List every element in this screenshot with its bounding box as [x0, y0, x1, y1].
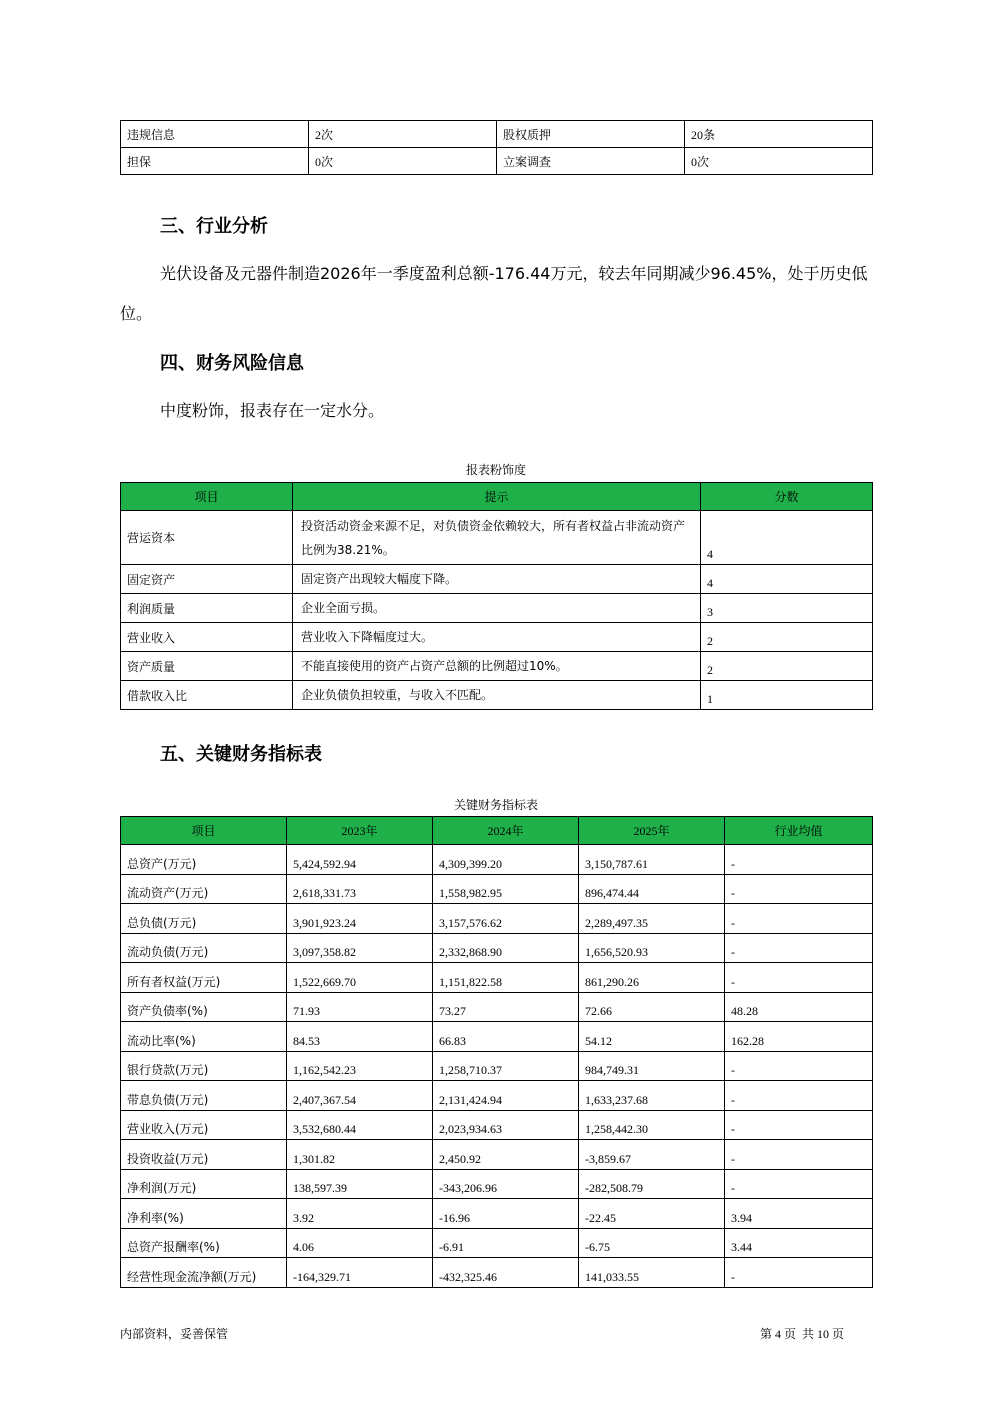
- section-heading-risk: 四、财务风险信息: [160, 353, 304, 374]
- footer-page-number: 第 4 页 共 10 页: [760, 1327, 845, 1341]
- metric-value: 2,023,934.63: [433, 1110, 579, 1140]
- score-cell: 2: [701, 652, 873, 681]
- risk-value: 0次: [309, 148, 497, 175]
- item-cell: 借款收入比: [121, 681, 293, 710]
- metric-name: 总资产报酬率(%): [121, 1228, 287, 1258]
- column-header: 2024年: [433, 817, 579, 845]
- item-cell: 营运资本: [121, 511, 293, 565]
- metric-value: -: [725, 1258, 873, 1288]
- metric-value: 2,618,331.73: [287, 874, 433, 904]
- metric-value: -: [725, 1140, 873, 1170]
- risk-label: 股权质押: [497, 121, 685, 148]
- metric-value: 3,150,787.61: [579, 845, 725, 875]
- metric-value: -: [725, 1169, 873, 1199]
- section-heading-metrics: 五、关键财务指标表: [160, 744, 322, 765]
- table-row: [121, 1258, 873, 1288]
- metric-name: 银行贷款(万元): [121, 1051, 287, 1081]
- hint-cell: 营业收入下降幅度过大。: [293, 623, 701, 652]
- table-row: [121, 511, 873, 565]
- metric-value: 3.92: [287, 1199, 433, 1229]
- metric-value: 73.27: [433, 992, 579, 1022]
- metric-value: 2,131,424.94: [433, 1081, 579, 1111]
- hint-cell: 企业全面亏损。: [293, 594, 701, 623]
- metric-value: 1,151,822.58: [433, 963, 579, 993]
- metric-value: 162.28: [725, 1022, 873, 1052]
- key-financial-metrics-table: [120, 816, 873, 1288]
- risk-summary-text: 中度粉饰，报表存在一定水分。: [160, 401, 385, 420]
- rating-table-caption: 报表粉饰度: [465, 463, 526, 477]
- risk-label: 立案调查: [497, 148, 685, 175]
- metric-value: 1,301.82: [287, 1140, 433, 1170]
- score-cell: 3: [701, 594, 873, 623]
- metric-name: 营业收入(万元): [121, 1110, 287, 1140]
- metric-name: 总资产(万元): [121, 845, 287, 875]
- metric-value: -164,329.71: [287, 1258, 433, 1288]
- metric-value: 3,532,680.44: [287, 1110, 433, 1140]
- table-row: [121, 1140, 873, 1170]
- metric-value: -22.45: [579, 1199, 725, 1229]
- metric-value: -343,206.96: [433, 1169, 579, 1199]
- metric-value: 4.06: [287, 1228, 433, 1258]
- section-heading-industry: 三、行业分析: [160, 216, 268, 237]
- table-row: [121, 904, 873, 934]
- metric-value: 141,033.55: [579, 1258, 725, 1288]
- table-row: [121, 565, 873, 594]
- metric-value: 5,424,592.94: [287, 845, 433, 875]
- table-row: [121, 1228, 873, 1258]
- metric-value: 3,157,576.62: [433, 904, 579, 934]
- metric-value: 2,289,497.35: [579, 904, 725, 934]
- metric-value: 1,258,442.30: [579, 1110, 725, 1140]
- risk-value: 20条: [685, 121, 873, 148]
- metric-value: 66.83: [433, 1022, 579, 1052]
- column-header: 项目: [121, 483, 293, 511]
- risk-label: 担保: [121, 148, 309, 175]
- column-header: 分数: [701, 483, 873, 511]
- footer-confidential: 内部资料，妥善保管: [120, 1327, 229, 1341]
- metric-value: 54.12: [579, 1022, 725, 1052]
- table-row: [121, 1199, 873, 1229]
- metric-value: 48.28: [725, 992, 873, 1022]
- table-row: [121, 874, 873, 904]
- risk-summary-table: [120, 120, 873, 175]
- hint-cell: 企业负债负担较重，与收入不匹配。: [293, 681, 701, 710]
- metric-value: -: [725, 1081, 873, 1111]
- metric-value: -: [725, 963, 873, 993]
- metric-value: -6.75: [579, 1228, 725, 1258]
- table-row: [121, 1110, 873, 1140]
- metric-value: 138,597.39: [287, 1169, 433, 1199]
- metric-value: -: [725, 1051, 873, 1081]
- metric-name: 净利润(万元): [121, 1169, 287, 1199]
- table-row: [121, 681, 873, 710]
- metric-value: -: [725, 1110, 873, 1140]
- table-row: [121, 1081, 873, 1111]
- score-cell: 2: [701, 623, 873, 652]
- metric-value: 2,450.92: [433, 1140, 579, 1170]
- column-header: 2023年: [287, 817, 433, 845]
- table-row: [121, 1022, 873, 1052]
- table-row: [121, 594, 873, 623]
- metric-value: 861,290.26: [579, 963, 725, 993]
- metric-value: 1,258,710.37: [433, 1051, 579, 1081]
- metric-value: 2,407,367.54: [287, 1081, 433, 1111]
- metric-value: 984,749.31: [579, 1051, 725, 1081]
- window-dressing-table: [120, 482, 873, 710]
- metric-name: 带息负债(万元): [121, 1081, 287, 1111]
- metric-value: 71.93: [287, 992, 433, 1022]
- column-header: 2025年: [579, 817, 725, 845]
- column-header: 行业均值: [725, 817, 873, 845]
- hint-cell: 投资活动资金来源不足，对负债资金依赖较大，所有者权益占非流动资产比例为38.21%。: [293, 511, 701, 565]
- metric-value: 1,522,669.70: [287, 963, 433, 993]
- metric-name: 流动比率(%): [121, 1022, 287, 1052]
- metric-value: -6.91: [433, 1228, 579, 1258]
- metric-name: 投资收益(万元): [121, 1140, 287, 1170]
- metric-value: 72.66: [579, 992, 725, 1022]
- metric-name: 资产负债率(%): [121, 992, 287, 1022]
- metric-value: 896,474.44: [579, 874, 725, 904]
- metric-name: 流动资产(万元): [121, 874, 287, 904]
- metric-value: 1,656,520.93: [579, 933, 725, 963]
- score-cell: 4: [701, 511, 873, 565]
- item-cell: 利润质量: [121, 594, 293, 623]
- table-row: [121, 963, 873, 993]
- score-cell: 4: [701, 565, 873, 594]
- risk-value: 2次: [309, 121, 497, 148]
- column-header: 提示: [293, 483, 701, 511]
- metric-value: 1,558,982.95: [433, 874, 579, 904]
- metric-value: -16.96: [433, 1199, 579, 1229]
- item-cell: 资产质量: [121, 652, 293, 681]
- metric-value: 3.44: [725, 1228, 873, 1258]
- table-row: [121, 148, 873, 175]
- metric-value: -: [725, 904, 873, 934]
- hint-cell: 固定资产出现较大幅度下降。: [293, 565, 701, 594]
- risk-value: 0次: [685, 148, 873, 175]
- metric-value: 1,162,542.23: [287, 1051, 433, 1081]
- table-row: [121, 992, 873, 1022]
- metric-value: -: [725, 845, 873, 875]
- table-row: [121, 1169, 873, 1199]
- column-header: 项目: [121, 817, 287, 845]
- metric-value: -3,859.67: [579, 1140, 725, 1170]
- metric-value: 3.94: [725, 1199, 873, 1229]
- hint-cell: 不能直接使用的资产占资产总额的比例超过10%。: [293, 652, 701, 681]
- item-cell: 固定资产: [121, 565, 293, 594]
- metric-value: 3,901,923.24: [287, 904, 433, 934]
- metric-value: 3,097,358.82: [287, 933, 433, 963]
- metric-name: 总负债(万元): [121, 904, 287, 934]
- metric-name: 流动负债(万元): [121, 933, 287, 963]
- table-row: [121, 933, 873, 963]
- table-row: [121, 1051, 873, 1081]
- metric-value: -: [725, 874, 873, 904]
- metric-value: 84.53: [287, 1022, 433, 1052]
- metric-name: 经营性现金流净额(万元): [121, 1258, 287, 1288]
- metric-value: 2,332,868.90: [433, 933, 579, 963]
- metric-name: 所有者权益(万元): [121, 963, 287, 993]
- metric-value: 4,309,399.20: [433, 845, 579, 875]
- metric-name: 净利率(%): [121, 1199, 287, 1229]
- metric-value: -: [725, 933, 873, 963]
- metric-value: -282,508.79: [579, 1169, 725, 1199]
- metric-value: -432,325.46: [433, 1258, 579, 1288]
- score-cell: 1: [701, 681, 873, 710]
- item-cell: 营业收入: [121, 623, 293, 652]
- risk-label: 违规信息: [121, 121, 309, 148]
- metric-value: 1,633,237.68: [579, 1081, 725, 1111]
- table-row: [121, 652, 873, 681]
- table-row: [121, 623, 873, 652]
- table-row: [121, 121, 873, 148]
- industry-analysis-text: 光伏设备及元器件制造2026年一季度盈利总额-176.44万元，较去年同期减少96.45%，处于历史低位。: [120, 264, 868, 323]
- table-row: [121, 845, 873, 875]
- metrics-table-caption: 关键财务指标表: [453, 798, 538, 812]
